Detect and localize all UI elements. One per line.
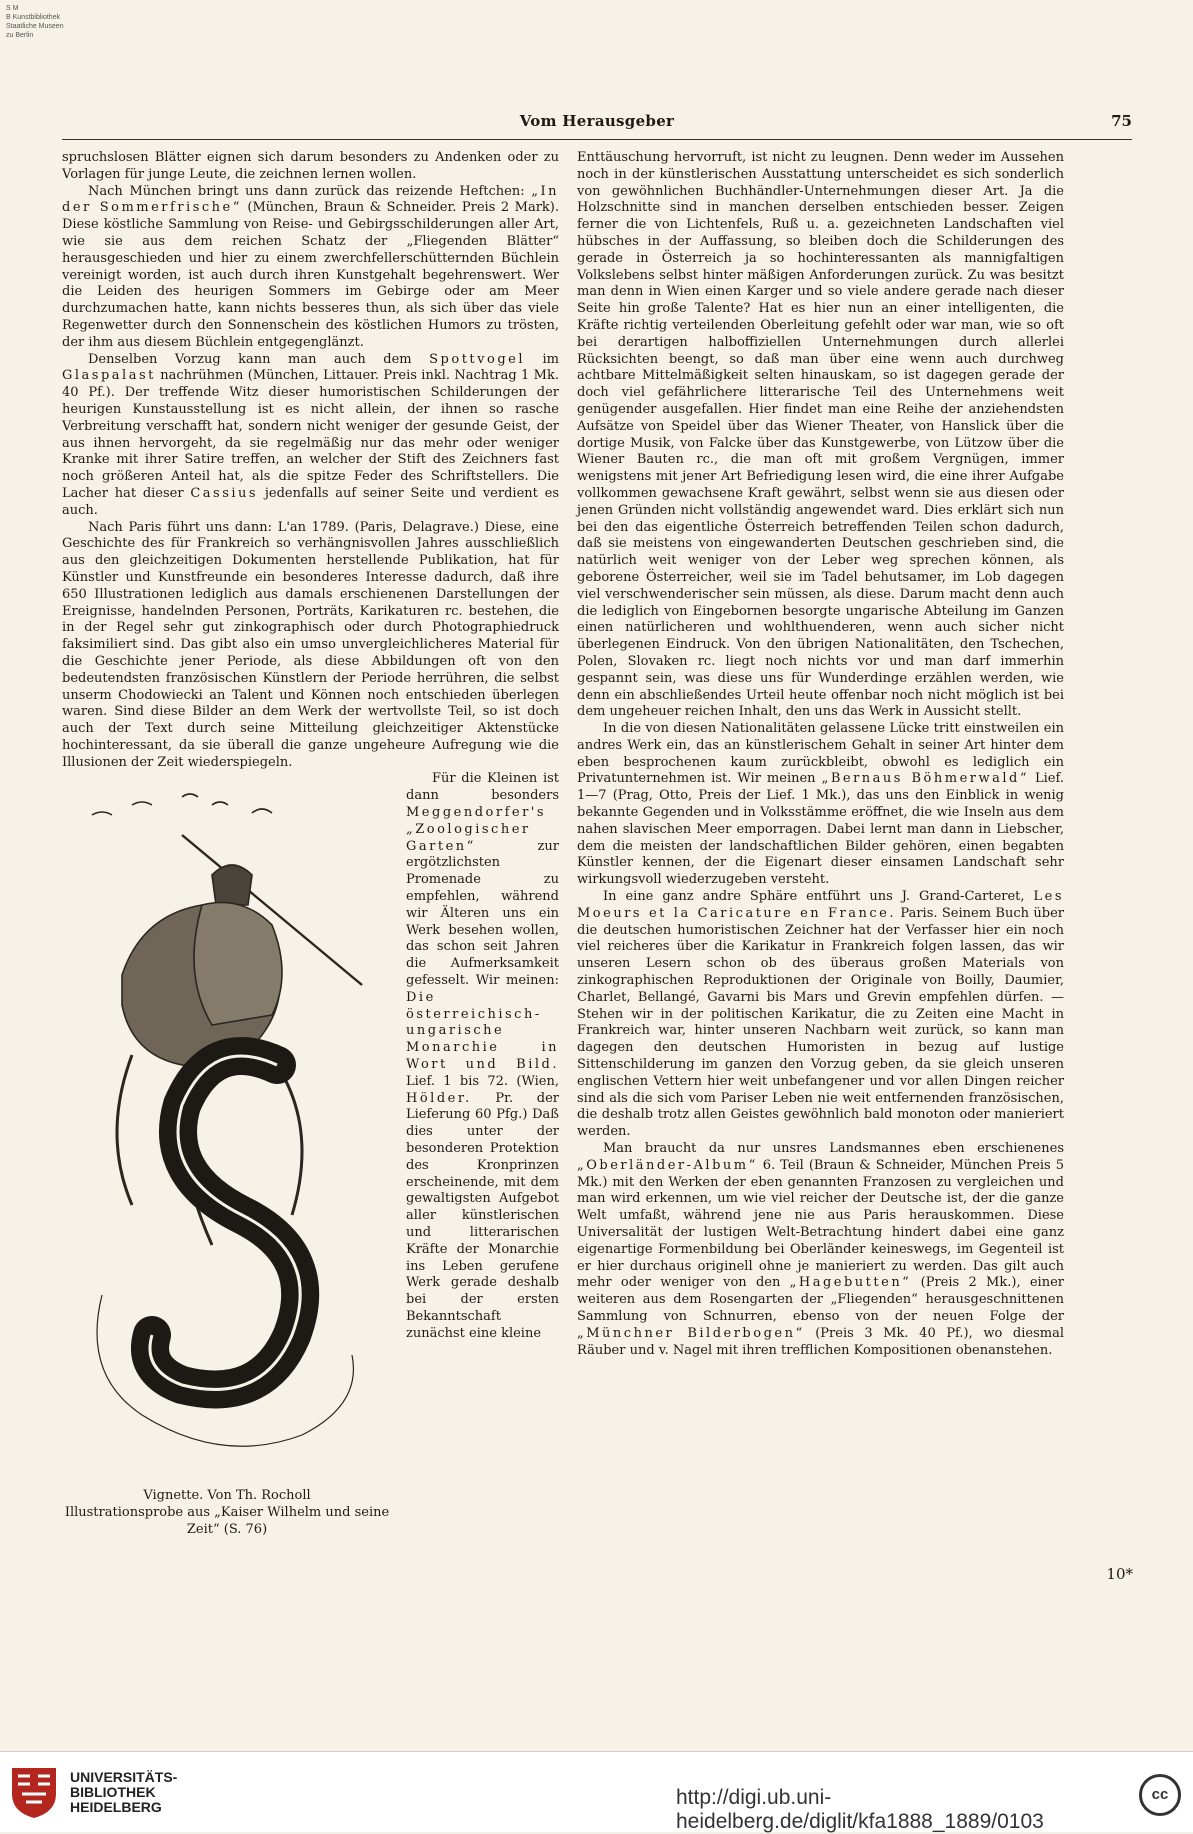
paragraph: In eine ganz andre Sphäre entführt uns J. Grand-Carteret, Les Moeurs et la Caricature en France. Paris. Seinem Buch über die deutschen humoristischen Zeichner hat der Verfasser hier ein noch viel reicheres über die Karikatur in Frankreich folgen lassen, das wir unseren Lesern schon ob des überaus großen Materials von zinkographischen Reproduktionen der Originale von Boilly, Daumier, Charlet, Bellangé, Gavarni bis Mars und Grevin empfehlen dürfen. — Stehen wir in der politischen Karikatur, die zu Zeiten eine Macht in Frankreich war, hinter unseren Nachbarn weit zurück, so kann man dagegen den deutschen Humoristen in bezug auf lustige Sittenschilderung im ganzen den Vorzug geben, da sie gleich unseren englischen Vettern hier weit unbefangener und vor allen Dingen reicher sind als die sich vom Pariser Leben nie weit entfernenden französischen, die deshalb trotz allen Geistes gewöhnlich bald monoton oder manieriert werden.	[577, 889, 1065, 1140]
header-rule	[62, 139, 1132, 140]
signature-mark: 10*	[1106, 1565, 1133, 1583]
paragraph: Denselben Vorzug kann man auch dem Spottvogel im Glaspalast nachrühmen (München, Littauer. Preis inkl. Nachtrag 1 Mk. 40 Pf.). Der treffende Witz dieser humoristischen Schilderungen der heurigen Kunstausstellung ist es nicht allein, der ihnen so rasche Verbreitung verschafft hat, sondern nicht weniger der gesunde Geist, der aus ihnen hervorgeht, da sie regelmäßig nur das mehr oder weniger Kranke mit ihrer Satire treffen, an welcher der Stift des Zeichners fast noch größeren Anteil hat, als die spitze Feder des Schriftstellers. Die Lacher hat dieser Cassius jedenfalls auf seiner Seite und verdient es auch.	[62, 351, 559, 518]
creative-commons-icon[interactable]: cc	[1139, 1774, 1181, 1816]
permalink-url[interactable]: http://digi.ub.uni-heidelberg.de/diglit/kfa1888_1889/0103	[676, 1786, 1044, 1833]
paragraph: Man braucht da nur unsres Landsmannes eben erschienenes „Oberländer-Album“ 6. Teil (Braun & Schneider, München Preis 5 Mk.) mit den Werken der eben genannten Franzosen zu vergleichen und man wird erkennen, um wie viel reicher der Deutsche ist, der die ganze Welt umfaßt, während jene nie aus Paris herauskommen. Diese Universalität der lustigen Welt-Betrachtung hindert dabei eine ganz eigenartige Formenbildung bei Oberländer keineswegs, im Gegenteil ist er hier durchaus originell ohne je manieriert zu werden. Das gilt auch mehr oder weniger von den „Hagebutten“ (Preis 2 Mk.), einer weiteren aus dem Rosengarten der „Fliegenden“ herausgeschnittenen Sammlung von Schnurren, ebenso von der neuen Folge der „Münchner Bilderbogen“ (Preis 3 Mk. 40 Pf.), wo diesmal Räuber und v. Nagel mit ihren trefflichen Kompositionen obenanstehen.	[577, 1141, 1064, 1358]
vignette-illustration	[62, 775, 392, 1555]
paragraph: Nach Paris führt uns dann: L'an 1789. (Paris, Delagrave.) Diese, eine Geschichte des für Frankreich so verhängnisvollen Jahres ausschließlich aus den gleichzeitigen Dokumenten herstellende Publikation, hat für Künstler und Kunstfreunde ein besonderes Interesse dadurch, daß ihre 650 Illustrationen lediglich aus damals erschienenen Darstellungen der Ereignisse, handelnden Personen, Porträts, Karikaturen rc. bestehen, die in der Regel sehr gut zinkographisch oder durch Photographiedruck faksimiliert sind. Das gibt also ein umso unvergleichlicheres Material für die Geschichte jener Periode, als diese Abbildungen oft von den bedeutendsten französischen Künstlern der Periode herrühren, die selbst unserm Chodowiecki an Talent und Können noch entschieden überlegen waren. Sind diese Bilder an dem Werk der wertvollste Teil, so ist doch auch der Text durch seine Mitteilung gleichzeitiger Aktenstücke hochinteressant, da sie überall die ganze ungeheure Aufregung wie die Illusionen der Zeit wiederspiegeln.	[62, 519, 559, 770]
illustration-caption: Vignette. Von Th. Rocholl Illustrationsprobe aus „Kaiser Wilhelm und seine Zeit“ (S. 76)	[64, 1488, 390, 1538]
library-stamp: S M B Kunstbibliothek Staatliche Museen zu Berlin	[6, 5, 64, 39]
page-header	[62, 112, 1132, 136]
knight-vignette-image	[62, 775, 392, 1475]
paragraph: spruchslosen Blätter eignen sich darum besonders zu Andenken oder zu Vorlagen für junge Leute, die zeichnen lernen wollen.	[62, 150, 559, 182]
illustration-flow	[62, 519, 559, 1538]
paragraph: Für die Kleinen ist dann besonders Meggendorfer's „Zoologischer Garten“ zur ergötzlichsten Promenade zu empfehlen, während wir Älteren uns ein Werk besehen wollen, das schon seit Jahren die Aufmerksamkeit gefesselt. Wir meinen: Die österreichisch-ungarische Monarchie in Wort und Bild. Lief. 1 bis 72. (Wien, Hölder. Pr. der Lieferung 60 Pfg.) Daß dies unter der besonderen Protektion des Kronprinzen erscheinende, mit dem gewaltigsten Aufgebot aller künstlerischen und litterarischen Kräfte der Monarchie ins Leben gerufene Werk gerade deshalb bei der ersten Bekanntschaft zunächst eine kleine	[406, 771, 559, 1341]
page-number: 75	[1111, 112, 1132, 130]
left-column	[62, 150, 559, 1559]
paragraph: Nach München bringt uns dann zurück das reizende Heftchen: „In der Sommerfrische“ (München, Braun & Schneider. Preis 2 Mark). Diese köstliche Sammlung von Reise- und Gebirgsschilderungen aller Art, wie sie aus dem reichen Schatz der „Fliegenden Blätter“ herausgeschieden und hier zu einem zwerchfellerschütternden Büchlein vereinigt worden, ist auch durch ihren Kunstgehalt begehrenswert. Wer die Leiden des heurigen Sommers im Gebirge oder am Meer durchzumachen hatte, kann nichts besseres thun, als sich über das viele Regenwetter durch den Sonnenschein des köstlichen Humors zu trösten, der ihm aus diesem Büchlein entgegenglänzt.	[62, 183, 559, 350]
right-column	[577, 150, 1064, 1359]
footer-bar	[0, 1751, 1193, 1832]
paragraph: In die von diesen Nationalitäten gelassene Lücke tritt einstweilen ein andres Werk ein, das an künstlerischem Gehalt in seiner Art hinter dem eben besprochenen kaum zurückbleibt, obwohl es lediglich ein Privatunternehmen ist. Wir meinen „Bernaus Böhmerwald“ Lief. 1—7 (Prag, Otto, Preis der Lief. 1 Mk.), das uns den Einblick in wenig bekannte Gegenden und in Volksstämme eröffnet, die wie Inseln aus dem nahen slavischen Meer emporragen. Dabei lernt man dann in Liebscher, dem die meisten der landschaftlichen Bilder gehören, einen begabten Künstler kennen, der die Eigenart dieser einsamen Landschaft sehr wirkungsvoll wiederzugeben versteht.	[577, 721, 1064, 888]
paragraph: Enttäuschung hervorruft, ist nicht zu leugnen. Denn weder im Aussehen noch in der künstlerischen Ausstattung unterscheidet es sich sonderlich von gewöhnlichen Buchhändler-Unternehmungen dieser Art. Ja die Holzschnitte sind in manchen derselben entschieden besser. Zeigen ferner die von Lichtenfels, Ruß u. a. gezeichneten Landschaften viel hübsches in der Auffassung, so bleiben doch die Schilderungen des gerade in Österreich ja so hochinteressanten als mannigfaltigen Volkslebens selbst hinter mäßigen Anforderungen zurück. Zu was besitzt man denn in Wien einen Karger und so viele andere gerade nach dieser Seite hin große Talente? Hat es hier nun an einer intelligenten, die Kräfte richtig verteilenden Oberleitung gefehlt oder war man, wie so oft bei derartigen halboffiziellen Unternehmungen durch allerlei Rücksichten beengt, so daß man über eine wenn auch durchweg achtbare Mittelmäßigkeit selten hinauskam, so ist dagegen gerade der doch viel gefährlichere litterarische Teil des Unternehmens weit genügender ausgefallen. Hier findet man eine Reihe der anziehendsten Aufsätze von Speidel über das Wiener Theater, von Hanslick über die dortige Musik, von Falcke über das Kunstgewerbe, von Lützow über die Wiener Bauten rc., die man oft mit großem Vergnügen, immer wenigstens mit jener Art Befriedigung lesen wird, die eine ihrer Aufgabe vollkommen gewachsene Kraft gewährt, selbst wenn sie aus diesen oder jenen Gründen nicht vollständig angewendet ward. Dies erklärt sich nun bei den das eigentliche Österreich betreffenden Teilen schon dadurch, daß sie meistens von eingewanderten Deutschen geschrieben sind, die natürlich weit weniger von der Leber weg sprechen können, als geborene Österreicher, weil sie im Tadel behutsamer, im Lob dagegen viel verschwenderischer sein müssen, als diese. Darum macht denn auch die lediglich von Eingebornen besorgte ungarische Abteilung im Ganzen einen natürlicheren und wohlthuenderen, wenn auch sicher nicht überlegenen Eindruck. Von den übrigen Nationalitäten, den Tschechen, Polen, Slovaken rc. liegt noch nichts vor und man darf immerhin gespannt sein, was diese uns für Wunderdinge erzählen werden, wie denn ein abschließendes Urteil heute offenbar noch nicht möglich ist bei dem ungeheuer reichen Inhalt, den uns das Werk in Aussicht stellt.	[577, 150, 1064, 720]
institution-name: UNIVERSITÄTS- BIBLIOTHEK HEIDELBERG	[70, 1769, 178, 1815]
running-title: Vom Herausgeber	[519, 112, 675, 130]
university-seal-icon	[8, 1764, 60, 1820]
